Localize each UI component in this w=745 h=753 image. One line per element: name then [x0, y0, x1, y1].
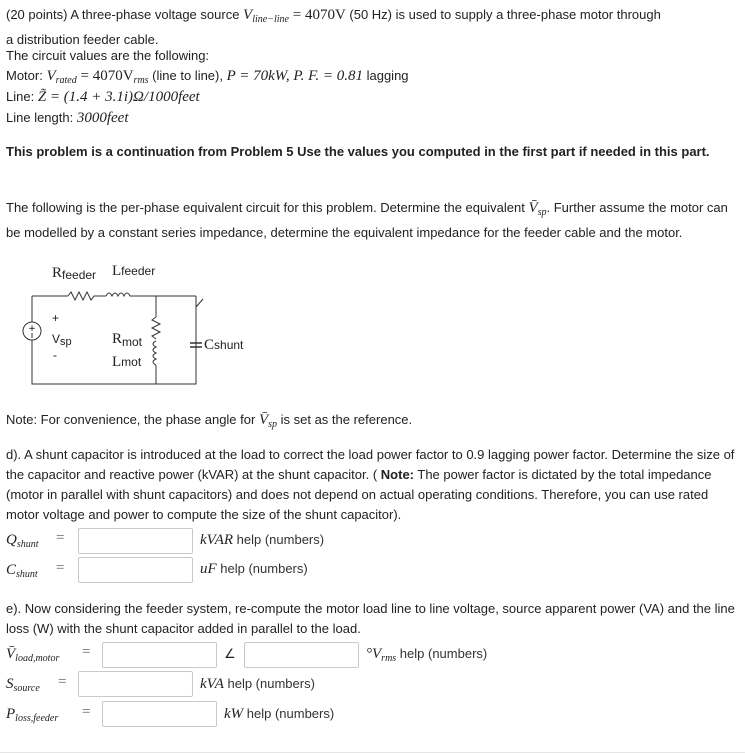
c-help-link[interactable]: help (numbers) [216, 561, 308, 576]
intro-line-2: a distribution feeder cable. [6, 32, 159, 47]
r-feeder-label: Rfeeder [52, 265, 97, 282]
s-source-unit-help [200, 674, 315, 694]
part-d-text: d). A shunt capacitor is introduced at the load to correct the load power factor to 0.9 lagging power factor. Determine the size of the capacitor and reactive power (kVAR) at the shunt capacitor. ( Note: The power factor is dictated by the total impedance (motor in parallel with shunt capacitors) and does not depend on actual operating conditions. Therefore, you can use rated motor voltage and power to compute the size of the shunt capacitor). [6, 447, 735, 522]
problem-intro [6, 5, 737, 50]
line-impedance: Line: Z̃ = (1.4 + 3.1i)Ω/1000feet [6, 89, 200, 105]
v-help-link[interactable]: help (numbers) [396, 646, 488, 661]
q-shunt-input[interactable] [78, 528, 193, 554]
minus-label: - [53, 348, 57, 362]
s-source-input[interactable] [78, 671, 193, 697]
c-shunt-label-2: $C_{shunt}$ [6, 562, 38, 580]
motor-values: Motor: $V_{rated} = 4070V_{rms}$ (line to line), P = 70kW, P. F. = 0.81 lagging [6, 68, 409, 86]
s-source-label: $S_{source}$ [6, 676, 40, 694]
q-unit: kVAR [200, 532, 234, 548]
v-load-label: $V̄_{load,motor}$ [6, 646, 60, 664]
phase-angle-note: Note: For convenience, the phase angle for $V̄_{sp}$ is set as the reference. [6, 412, 413, 430]
v-load-angle-input[interactable] [244, 642, 359, 668]
s-help-link[interactable]: help (numbers) [223, 676, 315, 691]
c-shunt-input[interactable] [78, 557, 193, 583]
v-load-magnitude-input[interactable] [102, 642, 217, 668]
per-phase-circuit-diagram [6, 259, 256, 407]
p-loss-unit-help [224, 704, 334, 724]
angle-icon: ∠ [224, 646, 236, 661]
c-shunt-label: Cshunt [204, 337, 244, 353]
p-loss-label: $P_{loss,feeder}$ [6, 706, 59, 724]
p-loss-input[interactable] [102, 701, 217, 727]
vsp-label: Vsp [52, 332, 72, 348]
v-line-symbol: $V_{line-line} = 4070V$ [243, 7, 346, 25]
v-unit: $^\circ V_{rms}$ [366, 646, 397, 664]
source-plus-icon: + [28, 324, 36, 334]
continuation-note: This problem is a continuation from Problem 5 Use the values you computed in the first part if needed in this part. [6, 144, 710, 159]
c-shunt-unit-help [200, 559, 308, 579]
intro-suffix: (50 Hz) is used to supply a three-phase motor through [345, 7, 661, 22]
q-shunt-unit-help [200, 530, 324, 550]
v-load-unit-help [366, 644, 487, 669]
values-heading: The circuit values are the following: [6, 48, 210, 63]
circuit-description: The following is the per-phase equivalent circuit for this problem. Determine the equivalent $V̄_{sp}$. Further assume the motor can be modelled by a constant series impedance, determine the equivalent impedance for the feeder cable and the motor. [6, 200, 728, 240]
q-help-link[interactable]: help (numbers) [233, 532, 325, 547]
p-unit: kW [224, 706, 244, 722]
line-length: Line length: 3000feet [6, 110, 129, 126]
plus-label: + [52, 311, 60, 325]
l-feeder-label: Lfeeder [112, 263, 156, 279]
q-shunt-label: $Q_{shunt}$ [6, 532, 39, 550]
p-help-link[interactable]: help (numbers) [243, 706, 335, 721]
p-equals: = [82, 704, 91, 720]
l-mot-label: Lmot [112, 354, 142, 370]
intro-text: (20 points) A three-phase voltage source [6, 7, 244, 22]
c-unit: uF [200, 561, 217, 577]
r-mot-label: $R_{mot}$ [112, 331, 143, 349]
q-equals: = [56, 530, 65, 546]
c-equals: = [56, 560, 65, 576]
s-equals: = [58, 674, 67, 690]
part-e-text: e). Now considering the feeder system, re-compute the motor load line to line voltage, source apparent power (VA) and the line loss (W) with the shunt capacitor added in parallel to the load. [6, 601, 735, 636]
v-equals: = [82, 644, 91, 660]
s-unit: kVA [200, 676, 224, 692]
